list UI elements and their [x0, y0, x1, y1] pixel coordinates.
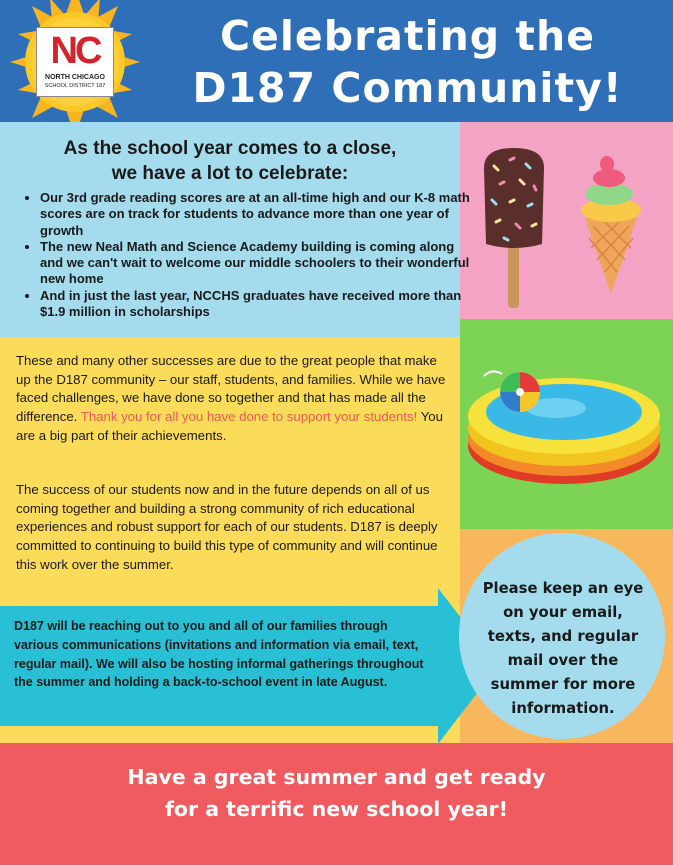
- district-logo: [36, 27, 114, 97]
- page-title: [150, 10, 665, 114]
- thank-you-highlight: Thank you for all you have done to support your students!: [80, 409, 418, 425]
- footer-line-2: for a terrific new school year!: [164, 797, 509, 821]
- celebration-list: [22, 190, 472, 320]
- list-item: • Our 3rd grade reading scores are at an all-time high and our K-8 math scores are on track for students to advance more than one year of growth: [40, 190, 472, 239]
- logo-initials: NC: [50, 30, 100, 72]
- beach-ball-icon: [500, 372, 540, 412]
- list-item: • The new Neal Math and Science Academy building is coming along and we can't wait to welcome our middle schoolers to their wonderful new home: [40, 239, 472, 288]
- footer-message: [20, 761, 653, 825]
- title-line-2: D187 Community!: [192, 64, 623, 112]
- intro-heading: [10, 136, 450, 186]
- successes-paragraph: [16, 352, 454, 446]
- paragraph-text: These and many other successes are due to the great people that make up the D187 community – our staff, students, and families. While we have faced challenges, we have done so together and that has made all the difference.: [16, 353, 446, 425]
- community-paragraph: The success of our students now and in the future depends on all of us coming together and building a strong community of rich educational experiences and robust support for each of our students. D187 is deeply committed to continuing to build this type of community and will continue this work over the summer.: [16, 482, 438, 572]
- title-line-1: Celebrating the: [219, 12, 596, 60]
- paragraph-text: You are a big part of their achievements.: [16, 409, 443, 443]
- logo-district-subtitle: SCHOOL DISTRICT 187: [44, 83, 106, 89]
- logo-district-name: NORTH CHICAGO: [45, 74, 105, 81]
- kiddie-pool-icon: [466, 350, 666, 490]
- ice-cream-cone-icon: [575, 148, 647, 298]
- footer-line-1: Have a great summer and get ready: [127, 765, 546, 789]
- callout-text: Please keep an eye on your email, texts, and regular mail over the summer for more information.: [482, 580, 644, 717]
- intro-heading-line-2: we have a lot to celebrate:: [111, 163, 349, 184]
- intro-heading-line-1: As the school year comes to a close,: [63, 138, 397, 159]
- list-item: • And in just the last year, NCCHS graduates have received more than $1.9 million in scholarships: [40, 288, 472, 321]
- popsicle-icon: [470, 140, 560, 315]
- outreach-paragraph: D187 will be reaching out to you and all of our families through various communications (invitations and information via email, text, regular mail). We will also be hosting informal gatherings throughout the summer and holding a back-to-school event in late August.: [14, 619, 424, 690]
